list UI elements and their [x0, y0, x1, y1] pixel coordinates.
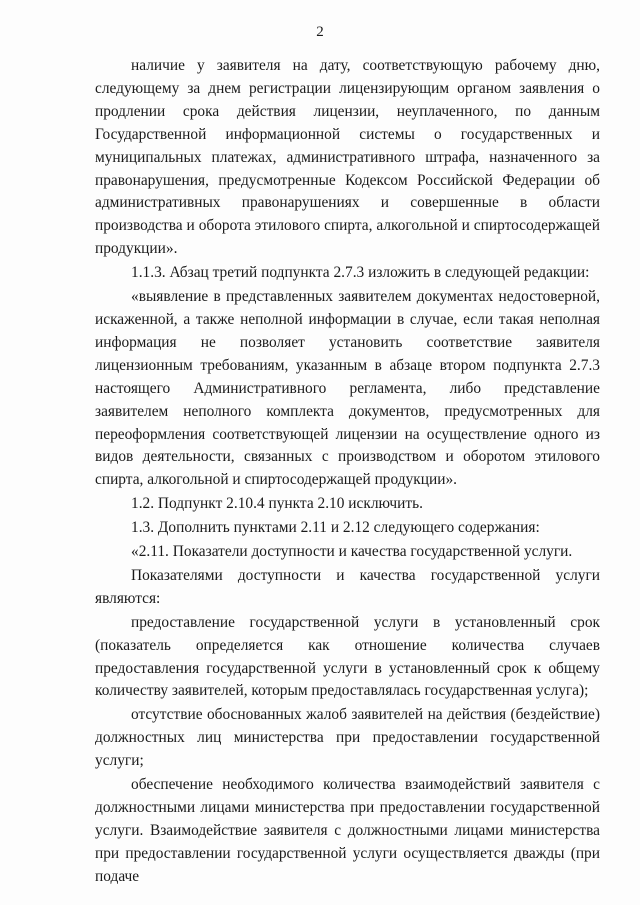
- paragraph-interactions: обеспечение необходимого количества взаимодействий заявителя с должностными лицами министерства при предоставлении государственной услуги. Взаимодействие заявителя с должностными лицами министерства при предоставлении государственной услуги осуществляется дважды (при подаче: [95, 776, 600, 885]
- paragraph-1-1-3: 1.1.3. Абзац третий подпункта 2.7.3 изложить в следующей редакции:: [131, 264, 590, 282]
- paragraph-deadline: предоставление государственной услуги в установленный срок (показатель определяется как отношение количества случаев предоставления государственной услуги в установленный срок к общему количеству заявителей, которым предоставлялась государственная услуга);: [95, 613, 600, 700]
- paragraph-2-11: «2.11. Показатели доступности и качества государственной услуги.: [131, 543, 573, 561]
- page-number: 2: [316, 24, 324, 40]
- document-body: [95, 55, 600, 890]
- paragraph-indicators: Показателями доступности и качества государственной услуги являются:: [95, 566, 600, 607]
- paragraph-inaccurate-info: «выявление в представленных заявителем документах недостоверной, искаженной, а также неполной информации в случае, если такая неполная информация не позволяет установить соответствие заявителя лицензионным требованиям, указанным в абзаце втором подпункта 2.7.3 настоящего Административного регламента, либо представление заявителем неполного комплекта документов, предусмотренных для переоформления соответствующей лицензии на осуществление одного из видов деятельности, связанных с производством и оборотом этилового спирта, алкогольной и спиртосодержащей продукции».: [95, 288, 600, 489]
- paragraph-1-2: 1.2. Подпункт 2.10.4 пункта 2.10 исключить.: [131, 495, 423, 513]
- paragraph-1-3: 1.3. Дополнить пунктами 2.11 и 2.12 следующего содержания:: [131, 519, 540, 537]
- paragraph-complaints: отсутствие обоснованных жалоб заявителей на действия (бездействие) должностных лиц министерства при предоставлении государственной услуги;: [95, 706, 600, 770]
- paragraph-license-fine: наличие у заявителя на дату, соответствующую рабочему дню, следующему за днем регистрации лицензирующим органом заявления о продлении срока действия лицензии, неуплаченного, по данным Государственной информационной системы о государственных и муниципальных платежах, административного штрафа, назначенного за правонарушения, предусмотренные Кодексом Российской Федерации об административных правонарушениях и совершенные в области производства и оборота этилового спирта, алкогольной и спиртосодержащей продукции».: [95, 57, 600, 258]
